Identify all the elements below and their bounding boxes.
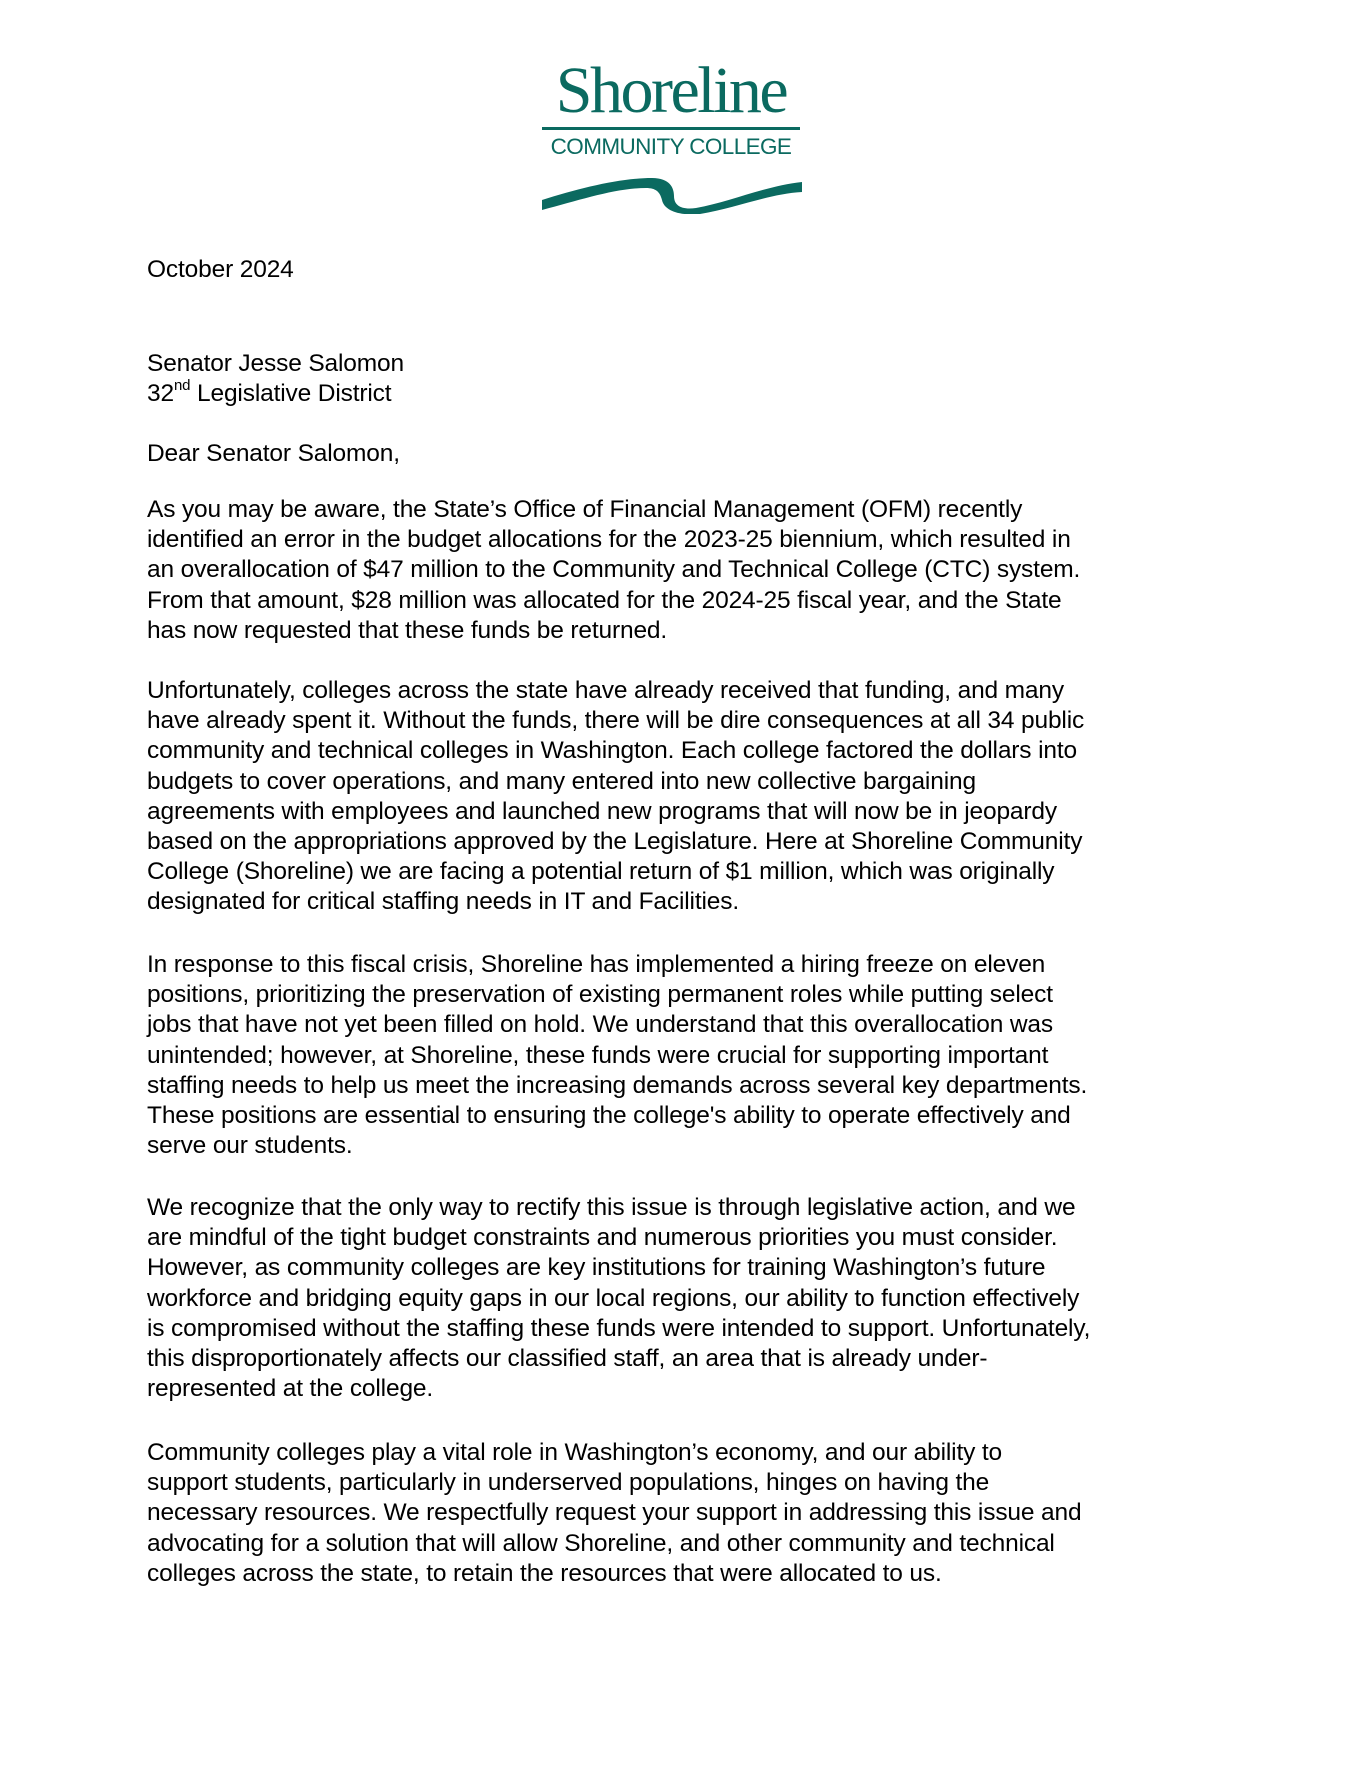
- logo-subtitle: COMMUNITY COLLEGE: [550, 134, 792, 159]
- recipient-name: Senator Jesse Salomon: [147, 350, 404, 377]
- paragraph-line: serve our students.: [147, 1132, 353, 1160]
- shoreline-logo: [540, 54, 810, 218]
- paragraph-line: community and technical colleges in Washington. Each college factored the dollars into: [147, 737, 1077, 765]
- letter-date: October 2024: [147, 256, 294, 283]
- paragraph-line: agreements with employees and launched new programs that will now be in jeopardy: [147, 797, 1057, 825]
- paragraph-5: [147, 1438, 1227, 1589]
- paragraph-line: designated for critical staffing needs in IT and Facilities.: [147, 888, 740, 916]
- paragraph-1: [147, 495, 1227, 646]
- paragraph-line: As you may be aware, the State’s Office of Financial Management (OFM) recently: [147, 496, 1023, 523]
- paragraph-line: are mindful of the tight budget constraints and numerous priorities you must consider.: [147, 1224, 1058, 1252]
- district-number: 32: [147, 380, 174, 408]
- paragraph-line: Community colleges play a vital role in Washington’s economy, and our ability to: [147, 1439, 1002, 1466]
- paragraph-line: Unfortunately, colleges across the state have already received that funding, and many: [147, 677, 1064, 704]
- paragraph-line: has now requested that these funds be returned.: [147, 616, 668, 644]
- wave-icon: [540, 170, 804, 214]
- paragraph-line: budgets to cover operations, and many entered into new collective bargaining: [147, 767, 976, 795]
- district-suffix: nd: [173, 377, 191, 395]
- salutation: Dear Senator Salomon,: [147, 440, 400, 467]
- logo-divider: [542, 127, 800, 130]
- paragraph-4: [147, 1193, 1227, 1404]
- paragraph-line: positions, prioritizing the preservation of existing permanent roles while putting select: [147, 981, 1053, 1009]
- paragraph-line: College (Shoreline) we are facing a potential return of $1 million, which was originally: [147, 858, 1055, 886]
- paragraph-line: In response to this fiscal crisis, Shoreline has implemented a hiring freeze on eleven: [147, 951, 1046, 978]
- paragraph-3: [147, 950, 1227, 1161]
- paragraph-line: based on the appropriations approved by the Legislature. Here at Shoreline Community: [147, 828, 1083, 856]
- paragraph-line: have already spent it. Without the funds, there will be dire consequences at all 34 public: [147, 707, 1085, 735]
- recipient-block: [147, 349, 404, 409]
- district-label: Legislative District: [190, 380, 392, 408]
- paragraph-line: workforce and bridging equity gaps in our local regions, our ability to function effectively: [147, 1284, 1080, 1312]
- paragraph-line: jobs that have not yet been filled on hold. We understand that this overallocation was: [147, 1011, 1053, 1039]
- paragraph-line: this disproportionately affects our classified staff, an area that is already under-: [147, 1345, 988, 1373]
- paragraph-line: staffing needs to help us meet the increasing demands across several key departments.: [147, 1071, 1088, 1099]
- logo-wordmark: Shoreline: [555, 54, 787, 127]
- paragraph-line: an overallocation of $47 million to the Community and Technical College (CTC) system.: [147, 556, 1081, 584]
- paragraph-line: From that amount, $28 million was allocated for the 2024-25 fiscal year, and the State: [147, 586, 1062, 614]
- paragraph-line: unintended; however, at Shoreline, these funds were crucial for supporting important: [147, 1041, 1049, 1069]
- paragraph-line: These positions are essential to ensuring the college's ability to operate effectively and: [147, 1102, 1071, 1130]
- paragraph-line: identified an error in the budget allocations for the 2023-25 biennium, which resulted in: [147, 526, 1071, 554]
- paragraph-line: We recognize that the only way to rectify this issue is through legislative action, and we: [147, 1194, 1076, 1221]
- recipient-district: [147, 379, 404, 409]
- paragraph-line: However, as community colleges are key institutions for training Washington’s future: [147, 1254, 1046, 1282]
- paragraph-line: advocating for a solution that will allow Shoreline, and other community and technical: [147, 1529, 1055, 1557]
- paragraph-line: support students, particularly in underserved populations, hinges on having the: [147, 1469, 990, 1497]
- paragraph-2: [147, 676, 1227, 918]
- paragraph-line: necessary resources. We respectfully request your support in addressing this issue and: [147, 1499, 1082, 1527]
- paragraph-line: represented at the college.: [147, 1375, 434, 1403]
- paragraph-line: colleges across the state, to retain the resources that were allocated to us.: [147, 1559, 942, 1587]
- paragraph-line: is compromised without the staffing these funds were intended to support. Unfortunately,: [147, 1314, 1091, 1342]
